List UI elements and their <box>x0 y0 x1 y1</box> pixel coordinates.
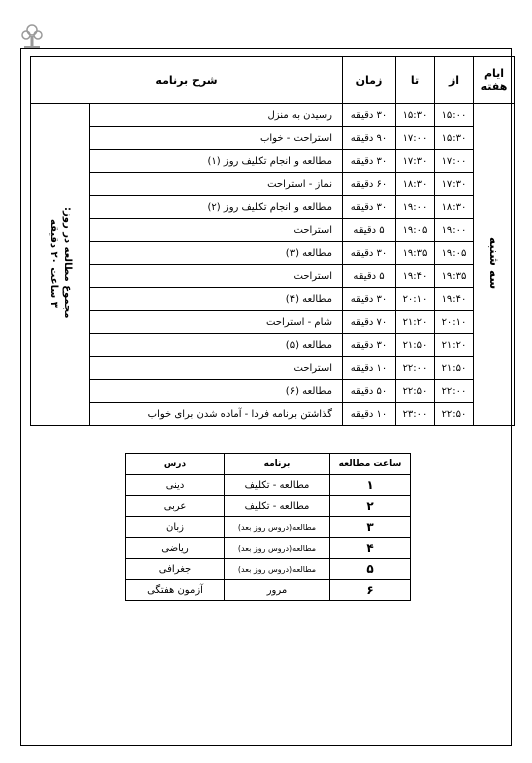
time-from-cell: ۱۹:۳۵ <box>435 265 474 288</box>
study-row <box>126 559 411 580</box>
duration-cell: ۶۰ دقیقه <box>343 173 396 196</box>
description-cell: نماز - استراحت <box>90 173 343 196</box>
duration-cell: ۳۰ دقیقه <box>343 288 396 311</box>
study-hour-cell: ۵ <box>330 559 411 580</box>
study-total-summary <box>46 207 74 318</box>
day-cell <box>474 104 515 426</box>
duration-cell: ۳۰ دقیقه <box>343 150 396 173</box>
time-from-cell: ۲۱:۵۰ <box>435 357 474 380</box>
time-to-cell: ۱۷:۳۰ <box>396 150 435 173</box>
study-subject-cell: آزمون هفتگی <box>126 580 225 601</box>
schedule-row <box>31 127 515 150</box>
time-from-cell: ۲۲:۰۰ <box>435 380 474 403</box>
study-program-cell: مطالعه(دروس روز بعد) <box>225 517 330 538</box>
study-header-subject: درس <box>126 454 225 475</box>
time-to-cell: ۲۰:۱۰ <box>396 288 435 311</box>
header-description: شرح برنامه <box>31 57 343 104</box>
study-subject-cell: عربی <box>126 496 225 517</box>
study-subject-cell: زبان <box>126 517 225 538</box>
study-subject-cell: دینی <box>126 475 225 496</box>
description-cell: مطالعه و انجام تکلیف روز (۲) <box>90 196 343 219</box>
description-cell: رسیدن به منزل <box>90 104 343 127</box>
duration-cell: ۵ دقیقه <box>343 219 396 242</box>
time-to-cell: ۱۹:۳۵ <box>396 242 435 265</box>
summary-line-2: ۳ ساعت ۲۰ دقیقه <box>48 218 59 308</box>
time-from-cell: ۱۹:۴۰ <box>435 288 474 311</box>
header-duration: زمان <box>343 57 396 104</box>
time-to-cell: ۲۲:۵۰ <box>396 380 435 403</box>
schedule-row <box>31 104 515 127</box>
description-cell: استراحت <box>90 265 343 288</box>
schedule-row <box>31 311 515 334</box>
study-program-cell: مطالعه - تکلیف <box>225 475 330 496</box>
description-cell: استراحت <box>90 219 343 242</box>
schedule-row <box>31 334 515 357</box>
study-row <box>126 496 411 517</box>
time-from-cell: ۲۱:۲۰ <box>435 334 474 357</box>
time-from-cell: ۱۸:۳۰ <box>435 196 474 219</box>
duration-cell: ۱۰ دقیقه <box>343 357 396 380</box>
description-cell: استراحت - خواب <box>90 127 343 150</box>
day-label: سه شنبه <box>487 236 501 290</box>
time-from-cell: ۱۷:۰۰ <box>435 150 474 173</box>
schedule-row <box>31 357 515 380</box>
schedule-row <box>31 403 515 426</box>
time-from-cell: ۱۷:۳۰ <box>435 173 474 196</box>
study-hour-cell: ۲ <box>330 496 411 517</box>
study-program-cell: مطالعه - تکلیف <box>225 496 330 517</box>
time-from-cell: ۱۵:۳۰ <box>435 127 474 150</box>
study-subject-cell: جغرافی <box>126 559 225 580</box>
study-program-cell: مطالعه(دروس روز بعد) <box>225 559 330 580</box>
study-hour-cell: ۱ <box>330 475 411 496</box>
time-to-cell: ۲۳:۰۰ <box>396 403 435 426</box>
study-header-program: برنامه <box>225 454 330 475</box>
time-to-cell: ۲۲:۰۰ <box>396 357 435 380</box>
duration-cell: ۹۰ دقیقه <box>343 127 396 150</box>
time-to-cell: ۱۹:۰۵ <box>396 219 435 242</box>
summary-cell <box>31 104 90 426</box>
study-program-cell: مطالعه(دروس روز بعد) <box>225 538 330 559</box>
schedule-row <box>31 242 515 265</box>
time-from-cell: ۱۹:۰۰ <box>435 219 474 242</box>
schedule-row <box>31 150 515 173</box>
study-row <box>126 517 411 538</box>
description-cell: مطالعه و انجام تکلیف روز (۱) <box>90 150 343 173</box>
schedule-header-row <box>31 57 515 104</box>
description-cell: مطالعه (۵) <box>90 334 343 357</box>
time-from-cell: ۲۰:۱۰ <box>435 311 474 334</box>
header-to: تا <box>396 57 435 104</box>
description-cell: مطالعه (۶) <box>90 380 343 403</box>
time-from-cell: ۱۹:۰۵ <box>435 242 474 265</box>
description-cell: شام - استراحت <box>90 311 343 334</box>
study-row <box>126 580 411 601</box>
duration-cell: ۳۰ دقیقه <box>343 196 396 219</box>
time-to-cell: ۱۵:۳۰ <box>396 104 435 127</box>
header-days: ایام هفته <box>474 57 515 104</box>
study-header-hour: ساعت مطالعه <box>330 454 411 475</box>
duration-cell: ۵۰ دقیقه <box>343 380 396 403</box>
time-from-cell: ۱۵:۰۰ <box>435 104 474 127</box>
description-cell: استراحت <box>90 357 343 380</box>
daily-schedule-table <box>30 56 515 426</box>
duration-cell: ۱۰ دقیقه <box>343 403 396 426</box>
description-cell: گذاشتن برنامه فردا - آماده شدن برای خواب <box>90 403 343 426</box>
time-to-cell: ۱۹:۰۰ <box>396 196 435 219</box>
schedule-row <box>31 265 515 288</box>
study-header-row <box>126 454 411 475</box>
time-to-cell: ۱۷:۰۰ <box>396 127 435 150</box>
study-hours-table <box>125 453 411 601</box>
schedule-row <box>31 173 515 196</box>
summary-line-1: مجموع مطالعه در روز: <box>62 207 73 319</box>
time-to-cell: ۱۸:۳۰ <box>396 173 435 196</box>
study-row <box>126 538 411 559</box>
schedule-row <box>31 196 515 219</box>
study-subject-cell: ریاضی <box>126 538 225 559</box>
description-cell: مطالعه (۳) <box>90 242 343 265</box>
study-hour-cell: ۴ <box>330 538 411 559</box>
duration-cell: ۳۰ دقیقه <box>343 242 396 265</box>
time-to-cell: ۱۹:۴۰ <box>396 265 435 288</box>
schedule-row <box>31 380 515 403</box>
time-to-cell: ۲۱:۲۰ <box>396 311 435 334</box>
description-cell: مطالعه (۴) <box>90 288 343 311</box>
duration-cell: ۷۰ دقیقه <box>343 311 396 334</box>
study-row <box>126 475 411 496</box>
time-to-cell: ۲۱:۵۰ <box>396 334 435 357</box>
schedule-row <box>31 288 515 311</box>
schedule-row <box>31 219 515 242</box>
study-program-cell: مرور <box>225 580 330 601</box>
duration-cell: ۳۰ دقیقه <box>343 334 396 357</box>
duration-cell: ۵ دقیقه <box>343 265 396 288</box>
study-hour-cell: ۳ <box>330 517 411 538</box>
header-from: از <box>435 57 474 104</box>
study-hour-cell: ۶ <box>330 580 411 601</box>
time-from-cell: ۲۲:۵۰ <box>435 403 474 426</box>
duration-cell: ۳۰ دقیقه <box>343 104 396 127</box>
